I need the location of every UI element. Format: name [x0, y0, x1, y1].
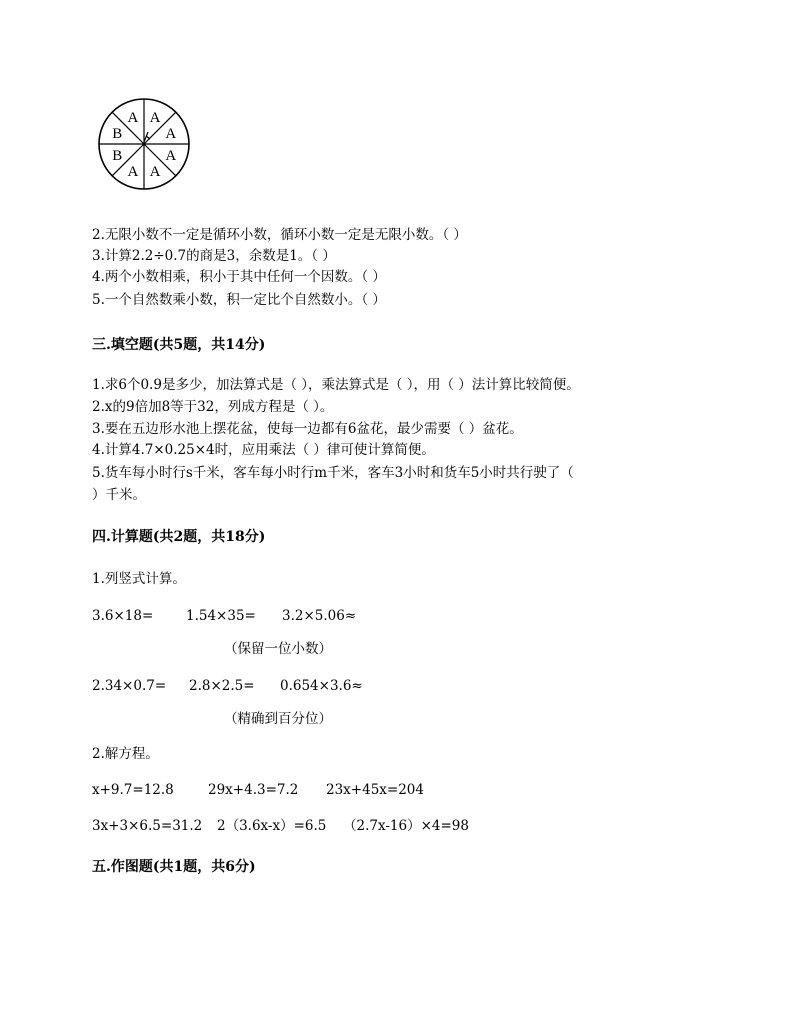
spinner-sector-letter: A — [127, 163, 139, 180]
spinner-sector-letter: B — [112, 125, 123, 142]
spinner-sector-letter: A — [149, 110, 161, 127]
fill-item-4: 4.计算4.7×0.25×4时，应用乘法（ ）律可使计算简便。 — [92, 442, 435, 458]
fill-item-1: 1.求6个0.9是多少，加法算式是（ ），乘法算式是（ ），用（ ）法计算比较简便。 — [92, 377, 580, 393]
fill-item-2: 2.x的9倍加8等于32，列成方程是（ ）。 — [92, 399, 334, 415]
equation: （2.7x-16）×4=98 — [343, 818, 469, 834]
calc-expr: 0.654×3.6≈ — [280, 678, 363, 694]
equation: 3x+3×6.5=31.2 — [92, 818, 203, 834]
judge-item-2: 2.无限小数不一定是循环小数，循环小数一定是无限小数。（ ） — [92, 227, 467, 243]
calc-q2-title: 2.解方程。 — [92, 746, 159, 762]
equation: x+9.7=12.8 — [92, 782, 174, 798]
spinner-sector-letter: A — [127, 110, 139, 127]
judge-item-3: 3.计算2.2÷0.7的商是3，余数是1。（ ） — [92, 248, 336, 264]
calc-expr: 2.34×0.7= — [92, 678, 167, 694]
fill-item-5: 5.货车每小时行s千米，客车每小时行m千米，客车3小时和货车5小时共行驶了（ — [92, 465, 574, 481]
spinner-sector-letter: A — [165, 125, 177, 142]
spinner-dividers — [99, 99, 189, 189]
equation: 29x+4.3=7.2 — [208, 782, 299, 798]
calc-expr: 1.54×35= — [186, 608, 256, 624]
calc-note: （精确到百分位） — [224, 711, 332, 727]
spinner-sector-letter: B — [112, 148, 123, 165]
equation: 23x+45x=204 — [326, 782, 424, 798]
section-3-heading: 三.填空题(共5题，共14分) — [92, 337, 266, 353]
calc-note: （保留一位小数） — [224, 641, 332, 657]
fill-item-3: 3.要在五边形水池上摆花盆，使每一边都有6盆花，最少需要（ ）盆花。 — [92, 421, 523, 437]
fill-item-5-cont: ）千米。 — [92, 487, 146, 503]
calc-q1-title: 1.列竖式计算。 — [92, 571, 186, 587]
equation: 2（3.6x-x）=6.5 — [217, 818, 327, 834]
spinner-sector-letter: A — [165, 148, 177, 165]
calc-expr: 3.2×5.06≈ — [282, 608, 357, 624]
calc-expr: 2.8×2.5= — [189, 678, 255, 694]
judge-item-4: 4.两个小数相乘，积小于其中任何一个因数。（ ） — [92, 269, 386, 285]
calc-expr: 3.6×18= — [92, 608, 154, 624]
section-4-heading: 四.计算题(共2题，共18分) — [92, 529, 266, 545]
spinner-sector-letter: A — [149, 163, 161, 180]
section-5-heading: 五.作图题(共1题，共6分) — [92, 859, 256, 875]
spinner-figure — [96, 96, 192, 192]
judge-item-5: 5.一个自然数乘小数，积一定比个自然数小。（ ） — [92, 292, 386, 308]
